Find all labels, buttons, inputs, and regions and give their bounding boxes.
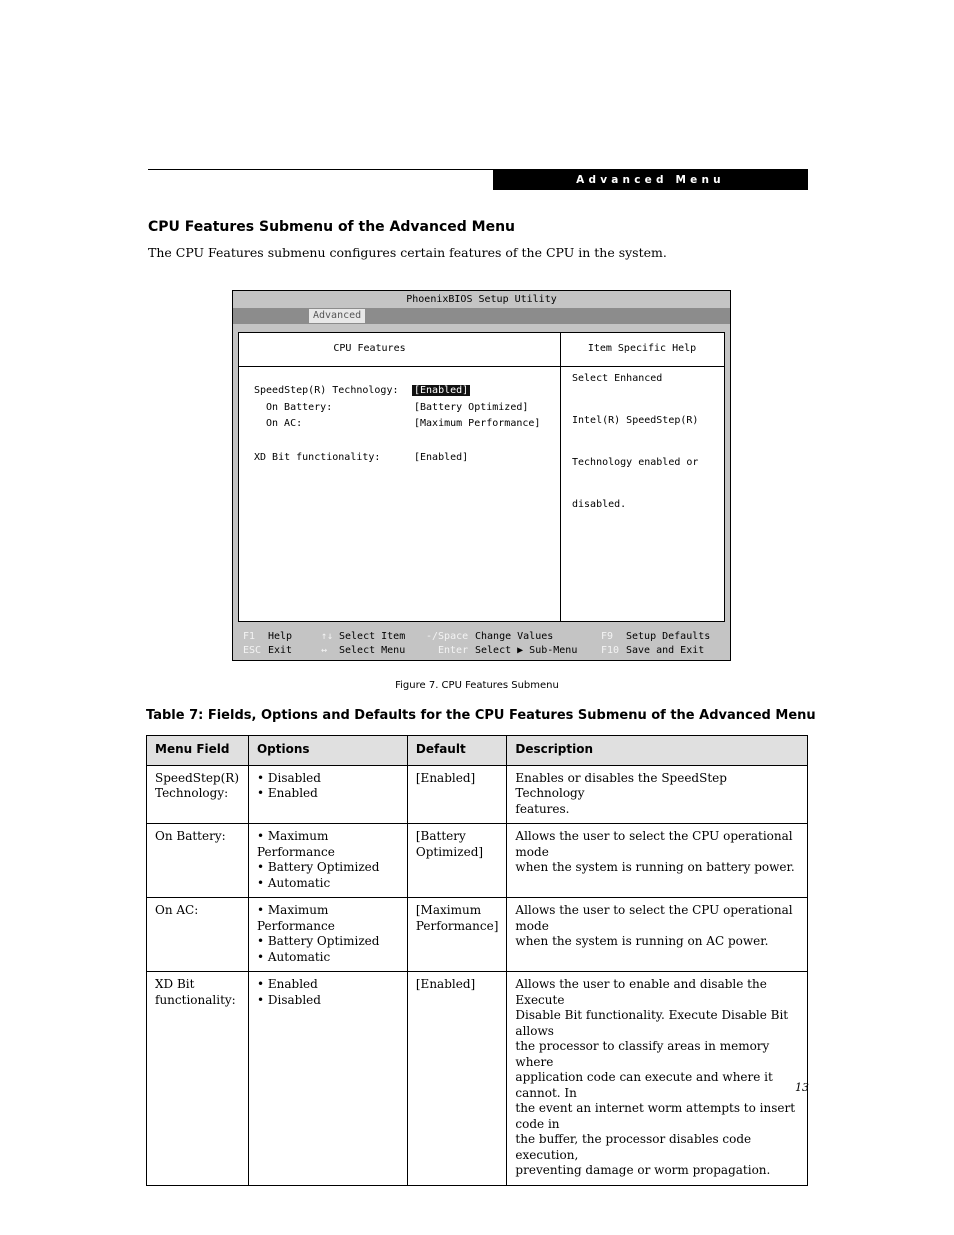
figure-caption: Figure 7. CPU Features Submenu — [395, 680, 559, 691]
key-esc: ESC — [243, 645, 262, 656]
section-label: Advanced Menu — [576, 174, 725, 186]
option-item: • Maximum Performance — [257, 829, 399, 860]
cell-line: when the system is running on battery power. — [515, 860, 795, 874]
bios-help-line: Intel(R) SpeedStep(R) — [572, 415, 699, 426]
key-action: Select Item — [339, 631, 406, 642]
option-item: • Disabled — [257, 993, 399, 1009]
cell-line: preventing damage or worm propagation. — [515, 1163, 771, 1177]
cell-line: On Battery: — [155, 829, 226, 843]
bios-field-value-selected[interactable] — [414, 385, 470, 396]
bios-screen — [232, 290, 731, 661]
bios-help-line: Technology enabled or — [572, 457, 699, 468]
bios-footer — [233, 627, 730, 660]
description-cell — [507, 765, 808, 824]
page-number: 13 — [795, 1081, 809, 1094]
option-item: • Enabled — [257, 786, 399, 802]
column-header: Menu Field — [147, 736, 249, 766]
bios-field-label: On Battery: — [266, 402, 333, 413]
cell-line: Disable Bit functionality. Execute Disable Bit allows — [515, 1008, 789, 1038]
bios-tab-advanced[interactable]: Advanced — [309, 309, 365, 323]
key-action: Exit — [268, 645, 293, 656]
bios-field-label: XD Bit functionality: — [254, 452, 381, 463]
bios-left-header: CPU Features — [333, 343, 406, 354]
bios-menubar — [233, 308, 730, 324]
key-action: Select ▶ Sub-Menu — [475, 645, 578, 656]
key-f1: F1 — [243, 631, 256, 642]
bios-help-line: Select Enhanced — [572, 373, 663, 384]
options-cell — [248, 898, 407, 972]
key-f10: F10 — [601, 645, 620, 656]
intro-paragraph: The CPU Features submenu configures certain features of the CPU in the system. — [148, 245, 667, 260]
section-label-bar — [493, 170, 808, 190]
default-cell — [407, 765, 507, 824]
default-cell — [407, 824, 507, 898]
cell-line: Performance] — [415, 918, 499, 933]
table-row — [147, 824, 808, 898]
options-cell — [248, 765, 407, 824]
option-item: • Enabled — [257, 977, 399, 993]
table-row — [147, 898, 808, 972]
menu-field-cell — [147, 898, 249, 972]
key-f9: F9 — [601, 631, 614, 642]
default-cell — [407, 898, 507, 972]
key-action: Help — [268, 631, 293, 642]
description-cell — [507, 972, 808, 1186]
cell-line: [Enabled] — [415, 977, 476, 991]
cell-line: [Maximum — [415, 903, 482, 917]
column-header: Options — [248, 736, 407, 766]
options-table — [146, 735, 808, 1186]
bios-field-label: On AC: — [266, 418, 303, 429]
column-header: Description — [507, 736, 808, 766]
key-enter: Enter — [438, 645, 469, 656]
table-row — [147, 972, 808, 1186]
bios-help-line: disabled. — [572, 499, 627, 510]
cell-line: [Enabled] — [415, 770, 476, 785]
cell-line: the buffer, the processor disables code execution, — [515, 1132, 752, 1162]
bios-field-value[interactable]: [Battery Optimized] — [414, 402, 529, 413]
section-title: CPU Features Submenu of the Advanced Menu — [148, 219, 516, 235]
cell-line: Optimized] — [415, 844, 484, 859]
cell-line: Technology: — [155, 786, 229, 800]
bios-right-header: Item Specific Help — [587, 343, 697, 354]
default-cell — [407, 972, 507, 1186]
option-item: • Battery Optimized — [257, 860, 399, 876]
cell-line: Allows the user to select the CPU operational mode — [515, 829, 793, 859]
menu-field-cell — [147, 972, 249, 1186]
bios-selected-value[interactable]: [Enabled] — [414, 385, 469, 396]
cell-line: Allows the user to select the CPU operational mode — [515, 903, 793, 933]
key-action: Save and Exit — [626, 645, 705, 656]
column-header: Default — [407, 736, 507, 766]
option-item: • Automatic — [257, 950, 399, 966]
description-cell — [507, 898, 808, 972]
cell-line: when the system is running on AC power. — [515, 934, 769, 948]
bios-field-value[interactable]: [Maximum Performance] — [414, 418, 541, 429]
description-cell — [507, 824, 808, 898]
cell-line: On AC: — [155, 903, 199, 917]
option-item: • Disabled — [257, 771, 399, 787]
cell-line: Allows the user to enable and disable the Execute — [515, 977, 767, 1007]
cell-line: the processor to classify areas in memory where — [515, 1039, 770, 1069]
bios-help-text — [572, 344, 698, 540]
options-cell — [248, 972, 407, 1186]
option-item: • Maximum Performance — [257, 903, 399, 934]
cell-line: the event an internet worm attempts to insert code in — [515, 1101, 796, 1131]
cell-line: Enables or disables the SpeedStep Technology — [515, 770, 727, 800]
key-action: Change Values — [475, 631, 554, 642]
bios-divider — [560, 333, 561, 621]
cell-line: XD Bit — [155, 977, 195, 991]
key-space: -/Space — [426, 631, 469, 642]
cell-line: functionality: — [155, 992, 236, 1007]
cell-line: features. — [515, 801, 570, 816]
cell-line: application code can execute and where it cannot. In — [515, 1070, 773, 1100]
cell-line: [Battery — [415, 829, 466, 843]
menu-field-cell — [147, 824, 249, 898]
key-action: Select Menu — [339, 645, 406, 656]
table-row — [147, 765, 808, 824]
bios-field-label: SpeedStep(R) Technology: — [254, 385, 399, 396]
table-title: Table 7: Fields, Options and Defaults for the CPU Features Submenu of the Advanced Menu — [146, 708, 816, 723]
table-header-row — [147, 736, 808, 766]
option-item: • Automatic — [257, 876, 399, 892]
option-item: • Battery Optimized — [257, 934, 399, 950]
options-cell — [248, 824, 407, 898]
cell-line: SpeedStep(R) — [155, 770, 240, 785]
bios-title: PhoenixBIOS Setup Utility — [406, 294, 557, 305]
key-arrows-vertical: ↑↓ — [321, 631, 334, 642]
bios-field-value[interactable]: [Enabled] — [414, 452, 469, 463]
key-arrows-horizontal: ↔ — [321, 645, 328, 656]
key-action: Setup Defaults — [626, 631, 711, 642]
menu-field-cell — [147, 765, 249, 824]
